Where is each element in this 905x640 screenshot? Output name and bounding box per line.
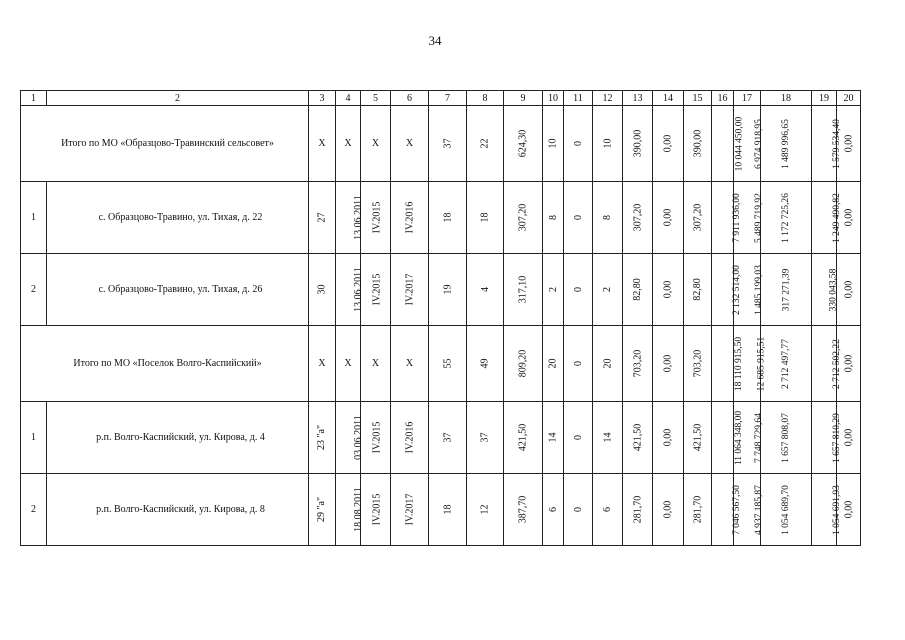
cell xyxy=(837,182,861,254)
cell xyxy=(653,182,684,254)
cell-text: 0,00 xyxy=(843,428,854,447)
cell xyxy=(391,182,429,254)
cell xyxy=(684,402,712,474)
cell-text: IV.2017 xyxy=(403,493,415,526)
row-number: 2 xyxy=(21,254,47,326)
cell-text: 809,20 xyxy=(517,349,529,378)
cell xyxy=(812,402,842,474)
cell-text: 12 xyxy=(479,504,491,515)
cell-text: 0,00 xyxy=(662,134,674,153)
cell xyxy=(467,326,504,402)
cell-text: 18 xyxy=(442,212,453,223)
col-header: 4 xyxy=(336,91,361,106)
page-number: 34 xyxy=(428,33,442,48)
cell-text: 703,20 xyxy=(692,349,704,378)
col-header: 10 xyxy=(543,91,564,106)
address-cell: р.п. Волго-Каспийский, ул. Кирова, д. 4 xyxy=(47,402,309,474)
cell-text: 10 044 450,00 xyxy=(734,116,745,172)
address-cell: р.п. Волго-Каспийский, ул. Кирова, д. 8 xyxy=(47,474,309,546)
cell-text: 1 054 689,70 xyxy=(781,485,791,535)
col-header: 5 xyxy=(361,91,391,106)
cell xyxy=(761,106,812,182)
cell-text: 18 xyxy=(479,212,491,223)
cell: X xyxy=(309,326,336,402)
col-header: 8 xyxy=(467,91,504,106)
cell xyxy=(361,254,391,326)
cell-text: 12 685 915,51 xyxy=(756,336,767,392)
registry-table xyxy=(20,90,861,546)
cell-text: 2 132 514,00 xyxy=(731,265,742,315)
col-header: 19 xyxy=(812,91,837,106)
cell xyxy=(734,326,767,402)
cell-text: 317 271,39 xyxy=(781,268,791,312)
cell xyxy=(712,474,742,546)
cell-text: 55 xyxy=(442,358,453,369)
cell xyxy=(761,474,812,546)
cell xyxy=(361,402,391,474)
cell-text: 1 249 490,82 xyxy=(831,193,842,243)
cell-text: 10 xyxy=(602,138,613,149)
cell-text: 22 xyxy=(479,138,491,149)
cell-text: 6 xyxy=(602,507,613,512)
cell: X xyxy=(361,106,391,182)
cell xyxy=(467,402,504,474)
col-header: 13 xyxy=(623,91,653,106)
cell-text: 37 xyxy=(442,432,453,443)
cell-text: 0,00 xyxy=(662,354,674,373)
cell xyxy=(504,402,543,474)
cell xyxy=(391,402,429,474)
cell-text: 390,00 xyxy=(692,129,704,158)
cell-text: 4 xyxy=(479,287,491,292)
cell xyxy=(761,182,812,254)
cell xyxy=(761,326,812,402)
cell-text: IV.2017 xyxy=(403,273,415,306)
cell xyxy=(623,182,653,254)
cell-text: 390,00 xyxy=(632,129,643,158)
cell xyxy=(623,402,653,474)
cell xyxy=(564,182,593,254)
cell-text: 2 712 497,77 xyxy=(781,339,791,389)
cell xyxy=(543,402,564,474)
cell-text: 421,50 xyxy=(692,423,704,452)
cell xyxy=(731,182,764,254)
cell-text: 0,00 xyxy=(843,354,854,373)
cell-text: 387,70 xyxy=(517,495,529,524)
cell-text: 0,00 xyxy=(843,134,854,153)
cell-text: 82,80 xyxy=(632,278,643,301)
cell-text: IV.2015 xyxy=(371,493,383,526)
cell-text: IV.2015 xyxy=(371,421,383,454)
cell-text: 37 xyxy=(479,432,491,443)
cell xyxy=(336,474,364,546)
cell xyxy=(837,474,861,546)
address-cell: с. Образцово-Травино, ул. Тихая, д. 22 xyxy=(47,182,309,254)
cell xyxy=(543,106,564,182)
cell-text: 2 xyxy=(547,287,559,292)
cell xyxy=(391,254,429,326)
col-header: 1 xyxy=(21,91,47,106)
cell-text: 6 xyxy=(547,507,559,512)
cell xyxy=(309,254,336,326)
cell xyxy=(837,326,861,402)
cell xyxy=(653,402,684,474)
cell xyxy=(361,474,391,546)
total-label: Итого по МО «Поселок Волго-Каспийский» xyxy=(21,326,309,402)
cell xyxy=(653,474,684,546)
cell xyxy=(504,474,543,546)
cell-text: 0,00 xyxy=(843,500,854,519)
cell xyxy=(684,182,712,254)
cell-text: 0 xyxy=(572,435,584,440)
cell: X xyxy=(391,106,429,182)
cell xyxy=(429,182,467,254)
cell xyxy=(712,182,742,254)
cell xyxy=(564,402,593,474)
cell xyxy=(837,402,861,474)
col-header: 15 xyxy=(684,91,712,106)
cell-text: 18 xyxy=(442,504,453,515)
total-row xyxy=(21,106,861,182)
cell-text: 1 657 810,29 xyxy=(831,413,842,463)
cell: X xyxy=(361,326,391,402)
cell-text: 7 911 936,00 xyxy=(731,193,742,243)
col-header: 17 xyxy=(734,91,761,106)
cell xyxy=(812,474,842,546)
cell-text: 0 xyxy=(572,287,584,292)
cell xyxy=(731,474,764,546)
cell xyxy=(391,474,429,546)
cell xyxy=(309,402,336,474)
cell-text: 8 xyxy=(547,215,559,220)
cell xyxy=(761,254,812,326)
cell-text: 18.08.2011 xyxy=(352,487,364,532)
header-row xyxy=(21,91,861,106)
col-header: 18 xyxy=(761,91,812,106)
cell-text: 0,00 xyxy=(662,280,674,299)
cell-text: IV.2015 xyxy=(371,201,383,234)
cell xyxy=(593,254,623,326)
col-header: 14 xyxy=(653,91,684,106)
cell xyxy=(429,254,467,326)
cell xyxy=(761,402,812,474)
cell xyxy=(734,402,764,474)
cell xyxy=(812,182,842,254)
cell xyxy=(623,254,653,326)
cell-text: 7 748 729,64 xyxy=(753,413,764,463)
cell-text: 624,30 xyxy=(517,129,529,158)
cell-text: 5 489 719,92 xyxy=(753,193,764,243)
cell xyxy=(684,474,712,546)
cell xyxy=(593,326,623,402)
col-header: 9 xyxy=(504,91,543,106)
cell-text: 13.06.2011 xyxy=(352,267,364,312)
cell-text: 7 046 567,50 xyxy=(731,485,742,535)
cell xyxy=(593,182,623,254)
cell xyxy=(336,182,364,254)
cell xyxy=(734,106,764,182)
cell xyxy=(309,182,336,254)
cell xyxy=(653,326,684,402)
cell-text: 2 xyxy=(602,287,613,292)
table-row xyxy=(21,402,861,474)
cell: X xyxy=(336,326,361,402)
cell-text: IV.2016 xyxy=(403,201,415,234)
cell-text: 1 172 725,26 xyxy=(781,193,791,243)
cell xyxy=(504,254,543,326)
cell xyxy=(837,106,861,182)
cell-text: 307,20 xyxy=(692,203,704,232)
cell xyxy=(564,326,593,402)
cell-text: 6 974 918,95 xyxy=(753,119,764,169)
cell: X xyxy=(309,106,336,182)
cell xyxy=(712,106,745,182)
cell xyxy=(429,474,467,546)
cell xyxy=(504,326,543,402)
cell-text: 14 xyxy=(602,432,613,443)
cell xyxy=(429,106,467,182)
cell-text: 0,00 xyxy=(662,428,674,447)
cell xyxy=(564,474,593,546)
cell xyxy=(712,402,745,474)
cell-text: 1 489 996,65 xyxy=(781,119,791,169)
cell xyxy=(336,254,364,326)
cell-text: 13.06.2011 xyxy=(352,195,364,240)
cell-text: 23 "а" xyxy=(316,424,328,451)
cell xyxy=(467,182,504,254)
cell-text: 421,50 xyxy=(632,423,643,452)
cell xyxy=(712,326,745,402)
cell-text: 19 xyxy=(442,284,453,295)
table-row xyxy=(21,254,861,326)
cell-text: 1 485 199,03 xyxy=(753,265,764,315)
col-header: 12 xyxy=(593,91,623,106)
cell xyxy=(361,182,391,254)
cell xyxy=(731,254,764,326)
cell xyxy=(564,254,593,326)
cell xyxy=(504,106,543,182)
cell xyxy=(684,106,712,182)
cell-text: 82,80 xyxy=(692,278,703,301)
cell xyxy=(812,254,837,326)
total-label: Итого по МО «Образцово-Травинский сельсовет» xyxy=(21,106,309,182)
cell xyxy=(653,106,684,182)
cell xyxy=(467,254,504,326)
cell xyxy=(543,474,564,546)
cell xyxy=(309,474,336,546)
cell xyxy=(504,182,543,254)
cell xyxy=(336,402,364,474)
col-header: 2 xyxy=(47,91,309,106)
cell-text: 27 xyxy=(316,212,328,223)
cell-text: 703,20 xyxy=(632,349,643,378)
cell-text: 4 937 185,87 xyxy=(753,485,764,535)
cell-text: 10 xyxy=(547,138,559,149)
cell-text: 307,20 xyxy=(632,203,643,232)
cell-text: 1 579 534,40 xyxy=(831,119,842,169)
cell xyxy=(593,106,623,182)
cell xyxy=(593,402,623,474)
cell xyxy=(467,106,504,182)
cell xyxy=(593,474,623,546)
cell-text: 0 xyxy=(572,507,584,512)
row-number: 1 xyxy=(21,402,47,474)
cell xyxy=(653,254,684,326)
cell xyxy=(712,254,742,326)
cell xyxy=(812,326,842,402)
cell xyxy=(429,402,467,474)
cell-text: 0,00 xyxy=(662,500,674,519)
address-cell: с. Образцово-Травино, ул. Тихая, д. 26 xyxy=(47,254,309,326)
cell xyxy=(837,254,861,326)
cell-text: 0 xyxy=(572,215,584,220)
cell xyxy=(623,326,653,402)
col-header: 6 xyxy=(391,91,429,106)
cell xyxy=(429,326,467,402)
cell-text: 2 712 502,22 xyxy=(831,339,842,389)
total-row xyxy=(21,326,861,402)
col-header: 7 xyxy=(429,91,467,106)
cell-text: 1 657 808,07 xyxy=(781,413,791,463)
cell-text: 0,00 xyxy=(662,208,674,227)
cell-text: 8 xyxy=(602,215,613,220)
cell-text: 0 xyxy=(572,141,584,146)
cell xyxy=(564,106,593,182)
table-row xyxy=(21,474,861,546)
cell-text: 20 xyxy=(602,358,613,369)
cell-text: 37 xyxy=(442,138,453,149)
cell-text: 30 xyxy=(316,284,328,295)
cell-text: IV.2015 xyxy=(371,273,383,306)
cell-text: 330 043,58 xyxy=(828,268,839,312)
cell-text: 0,00 xyxy=(843,280,854,299)
col-header: 16 xyxy=(712,91,734,106)
cell-text: 49 xyxy=(479,358,491,369)
cell xyxy=(623,106,653,182)
cell xyxy=(623,474,653,546)
cell xyxy=(684,326,712,402)
cell xyxy=(812,106,842,182)
cell xyxy=(467,474,504,546)
cell-text: 281,70 xyxy=(692,495,704,524)
cell xyxy=(543,182,564,254)
cell-text: 11 064 348,00 xyxy=(734,410,745,466)
row-number: 1 xyxy=(21,182,47,254)
cell-text: 1 054 691,93 xyxy=(831,485,842,535)
cell-text: 20 xyxy=(547,358,559,369)
col-header: 3 xyxy=(309,91,336,106)
cell-text: 18 110 915,50 xyxy=(734,336,745,392)
cell xyxy=(543,254,564,326)
cell: X xyxy=(391,326,429,402)
table-row xyxy=(21,182,861,254)
cell-text: 29 "а" xyxy=(316,496,328,523)
cell-text: 281,70 xyxy=(632,495,643,524)
cell-text: 421,50 xyxy=(517,423,529,452)
col-header: 11 xyxy=(564,91,593,106)
cell-text: 317,10 xyxy=(517,275,529,304)
cell-text: 307,20 xyxy=(517,203,529,232)
cell-text: 0,00 xyxy=(843,208,854,227)
cell-text: 03.06.2011 xyxy=(352,415,364,460)
cell-text: IV.2016 xyxy=(403,421,415,454)
cell: X xyxy=(336,106,361,182)
row-number: 2 xyxy=(21,474,47,546)
cell-text: 0 xyxy=(572,361,584,366)
cell xyxy=(684,254,712,326)
cell-text: 14 xyxy=(547,432,559,443)
col-header: 20 xyxy=(837,91,861,106)
cell xyxy=(543,326,564,402)
